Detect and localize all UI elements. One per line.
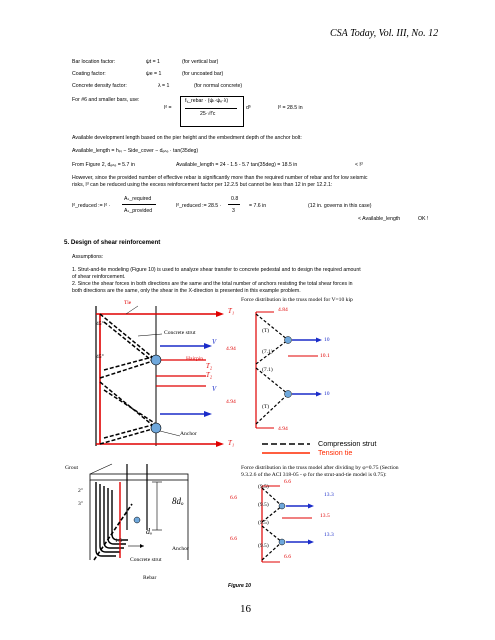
factor-value: ψe = 1 [146, 71, 162, 77]
force-value: (9.5) [258, 520, 269, 526]
pedestal-sketch [72, 460, 212, 570]
ld-denominator: 25·√f'c [200, 111, 216, 117]
force-value: 6.6 [284, 479, 291, 485]
reduced-check: < Available_length [358, 216, 401, 222]
force-value: 6.6 [284, 554, 291, 560]
force-value: 4.84 [278, 307, 288, 313]
bars-note: For #6 and smaller bars, use: [72, 97, 140, 103]
force-value: 10 [324, 391, 330, 397]
label-concrete-strut: Concrete strut [164, 330, 196, 336]
reduced-note: (12 in. governs in this case) [308, 203, 372, 209]
legend-tension: Tension tie [318, 448, 353, 457]
label-t1: T₁ [228, 440, 235, 447]
assumption-line: 2. Since the shear forces in both directions are the same and the total number of anchors resisting the total shear forces in [72, 281, 353, 287]
ld-multiplier: dᵇ [246, 105, 251, 111]
label-tie: Tie [124, 300, 132, 306]
label-grout: Grout [65, 465, 79, 471]
label-anchor: Anchor [180, 431, 197, 437]
ld-lhs: lᵈ = [164, 105, 172, 111]
assumptions-label: Assumptions: [72, 254, 104, 260]
force-value: 6.6 [230, 536, 237, 542]
legend-swatches [260, 439, 314, 459]
strut-tie-sketch [86, 296, 236, 456]
factor-value: ψt = 1 [146, 59, 160, 65]
label-concrete-strut: Concrete strut [130, 557, 162, 563]
factor-label: Bar location factor: [72, 59, 116, 65]
force-value: 6.6 [230, 495, 237, 501]
label-t2: T₂ [206, 372, 213, 379]
label-dim: 1.5 [115, 538, 122, 544]
factor-value: λ = 1 [158, 83, 170, 89]
factor-note: (for normal concrete) [194, 83, 243, 89]
however-line: risks, lᵈ can be reduced using the excess reinforcement factor per 12.2.5 but cannot be less than 12 in per 12.2.1: [72, 182, 333, 188]
label-hairpin: Hairpin [186, 356, 204, 362]
force-value: 4.94 [226, 399, 236, 405]
section-title: 5. Design of shear reinforcement [64, 239, 161, 246]
page-number: 16 [240, 603, 251, 615]
reduced-num: Aₛ_required [124, 196, 152, 202]
fraction-bar [228, 204, 240, 205]
running-header: CSA Today, Vol. III, No. 12 [330, 28, 439, 39]
fraction-bar [185, 108, 237, 109]
force-value: 4.94 [226, 346, 236, 352]
reduced-mid-num: 0.8 [231, 196, 239, 202]
label-angle: 45° [96, 354, 104, 360]
label-t2: T₂ [206, 363, 213, 370]
legend-compression: Compression strut [318, 439, 377, 448]
force-value: 13.5 [320, 513, 330, 519]
force-value: (9.5) [258, 543, 269, 549]
reduced-ok: OK ! [418, 216, 429, 222]
factor-label: Coating factor: [72, 71, 106, 77]
reduced-mid-den: 3 [232, 208, 235, 214]
ld-numerator: fᵧ_rebar · (ψₜ·ψₑ·λ) [185, 98, 229, 104]
force-value: (T) [262, 328, 270, 334]
force-value: (9.5) [258, 502, 269, 508]
from-figure: From Figure 2, dₑₙₑ = 5.7 in [72, 162, 135, 168]
label-v: V [212, 339, 217, 346]
factor-note: (for uncoated bar) [182, 71, 224, 77]
avail-check: < lᵈ [355, 162, 363, 168]
force-value: (7.1) [262, 367, 273, 373]
label-angle: 45° [96, 321, 104, 327]
truss-model-10kip [226, 304, 346, 436]
however-line: However, since the provided number of effective rebar is significantly more than the required number of rebar and for low seismic [72, 175, 368, 181]
assumption-line: 1. Strut-and-tie modeling (Figure 10) is used to analyze shear transfer to concrete pedestal and to design the required amount [72, 267, 361, 273]
factor-label: Concrete density factor: [72, 83, 127, 89]
force-value: (7.1) [262, 349, 273, 355]
fraction-bar [122, 204, 156, 205]
label-v: V [212, 386, 217, 393]
label-rebar: Rebar [143, 575, 157, 581]
reduced-mid-lhs: lᵈ_reduced := 28.5 · [176, 203, 222, 209]
avail-intro: Available development length based on the pier height and the embedment depth of the anchor bolt: [72, 135, 302, 141]
label-8do: 8dₒ [172, 496, 184, 506]
assumption-line: of shear reinforcement. [72, 274, 126, 280]
force-value: 4.94 [278, 426, 288, 432]
force-value: (T) [262, 404, 270, 410]
ld-result: lᵈ = 28.5 in [278, 105, 303, 111]
label-dim: 3" [78, 501, 84, 507]
truss-title: 9.3.2.6 of the ACI 318-05 - φ for the strut-and-tie model is 0.75): [241, 472, 387, 478]
force-value: (9.5) [258, 484, 269, 490]
avail-calc: Available_length = 24 - 1.5 - 5.7 tan(35deg) = 18.5 in [176, 162, 298, 168]
force-value: 10.1 [320, 353, 330, 359]
figure-caption: Figure 10 [228, 583, 252, 589]
label-anchor: Anchor [172, 546, 189, 552]
factor-note: (for vertical bar) [182, 59, 219, 65]
reduced-den: Aₛ_provided [124, 208, 153, 214]
label-dim: 2" [78, 488, 84, 494]
truss-title: Force distribution in the truss model for V=10 kip [241, 297, 353, 303]
label-t1: T₁ [228, 308, 235, 315]
force-value: 13.3 [324, 492, 334, 498]
label-do: dₒ [146, 527, 153, 536]
assumption-line: both directions are the same, only the shear in the X-direction is presented in this example problem. [72, 288, 301, 294]
truss-title: Force distribution in the truss model after dividing by φ=0.75 (Section [241, 465, 399, 471]
reduced-lhs: lᵈ_reduced := lᵈ · [72, 203, 111, 209]
force-value: 10 [324, 337, 330, 343]
reduced-result: = 7.6 in [249, 203, 267, 209]
force-value: 13.3 [324, 532, 334, 538]
avail-formula: Available_length = hₚᵢ − Side_cover − dₑₙₑ · tan(35deg) [72, 148, 199, 154]
